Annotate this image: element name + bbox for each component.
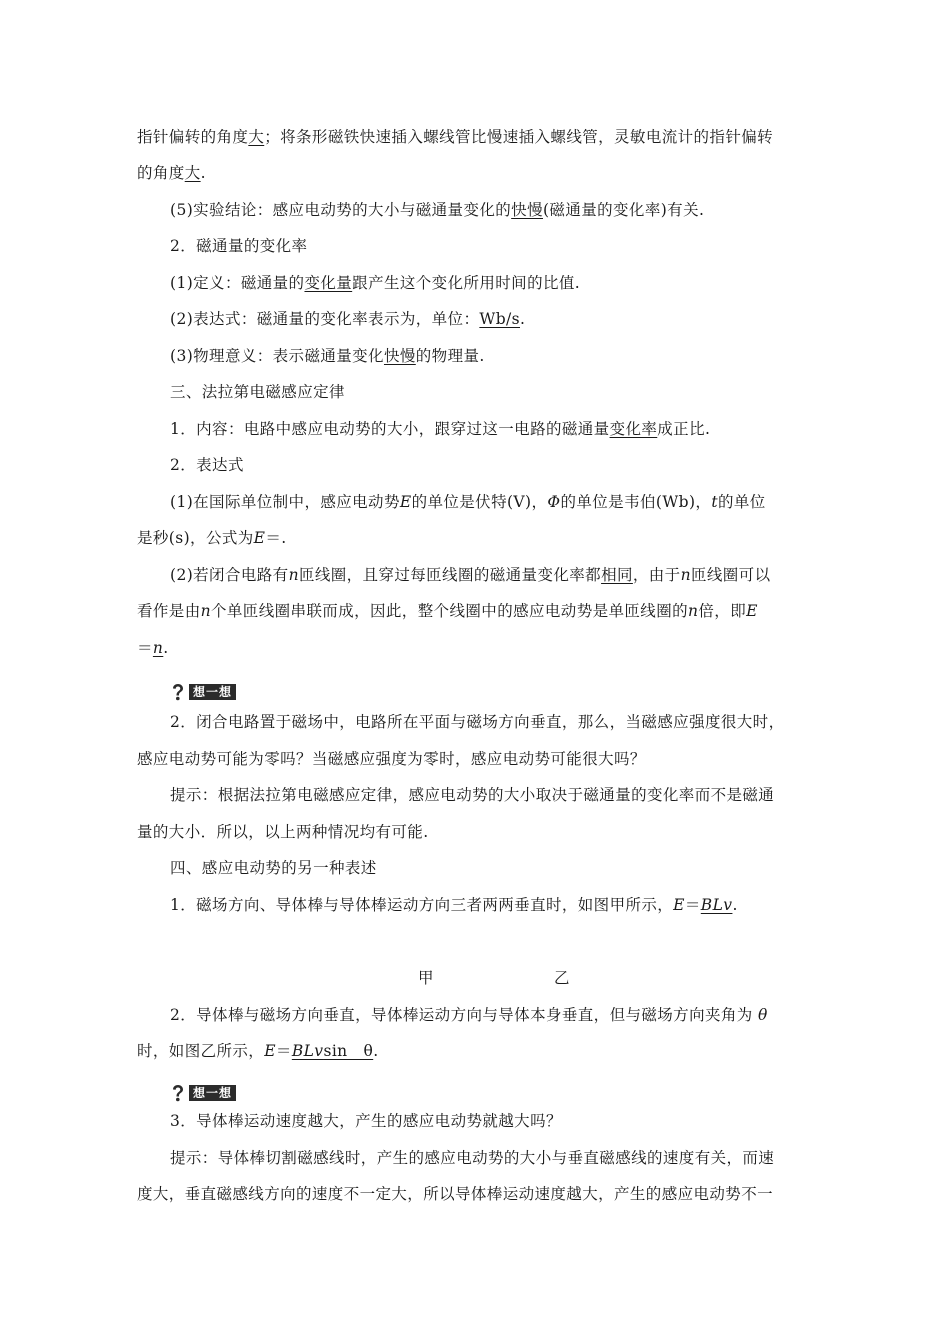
text-line: 提示：导体棒切割磁感线时，产生的感应电动势的大小与垂直磁感线的速度有关，而速 — [170, 1149, 775, 1167]
math-symbol: n — [200, 602, 211, 620]
text-line: 看作是由n个单匝线圈串联而成，因此，整个线圈中的感应电动势是单匝线圈的n倍，即E — [137, 602, 758, 620]
math-symbol: E — [399, 493, 412, 511]
think-badge — [170, 683, 236, 701]
text-line: 1．磁场方向、导体棒与导体棒运动方向三者两两垂直时，如图甲所示，E＝BLv. — [170, 896, 738, 914]
math-symbol: E — [673, 896, 685, 914]
text-line: 量的大小．所以，以上两种情况均有可能. — [137, 823, 429, 841]
underlined-answer: BLv — [700, 896, 733, 914]
text-line: 2．导体棒与磁场方向垂直，导体棒运动方向与导体本身垂直，但与磁场方向夹角为 θ — [170, 1006, 768, 1024]
text-line: 感应电动势可能为零吗？当磁感应强度为零时，感应电动势可能很大吗？ — [137, 750, 646, 768]
text-line: 的角度大. — [137, 164, 206, 182]
text-line: 3．导体棒运动速度越大，产生的感应电动势就越大吗？ — [170, 1112, 562, 1130]
text-line: (2)若闭合电路有n匝线圈，且穿过每匝线圈的磁通量变化率都相同，由于n匝线圈可以 — [170, 566, 771, 584]
text-line: 指针偏转的角度大；将条形磁铁快速插入螺线管比慢速插入螺线管，灵敏电流计的指针偏转 — [137, 128, 774, 146]
section-heading: 三、法拉第电磁感应定律 — [170, 383, 345, 401]
underlined-answer: 快慢 — [383, 347, 416, 365]
math-symbol: n — [688, 602, 699, 620]
math-symbol: E — [746, 602, 758, 620]
text-line: 2．磁通量的变化率 — [170, 237, 308, 255]
text-line: 2．闭合电路置于磁场中，电路所在平面与磁场方向垂直，那么，当磁感应强度很大时， — [170, 713, 785, 731]
underlined-answer: BLv — [291, 1042, 324, 1060]
underlined-answer: 快慢 — [511, 201, 543, 219]
underlined-answer: n — [152, 639, 164, 657]
underlined-answer: 相同 — [601, 566, 633, 584]
underlined-answer: Wb/s — [479, 310, 520, 328]
text-line: ＝n. — [137, 639, 169, 657]
think-label: 想一想 — [189, 684, 236, 700]
underlined-answer: 大 — [184, 164, 201, 182]
think-badge — [170, 1084, 236, 1102]
figure-label-yi: 乙 — [554, 969, 570, 987]
math-symbol: n — [680, 566, 691, 584]
text-line: 是秒(s)，公式为E＝. — [137, 529, 287, 547]
question-mark-icon — [170, 683, 186, 701]
text-line: (5)实验结论：感应电动势的大小与磁通量变化的快慢(磁通量的变化率)有关. — [170, 201, 705, 219]
text-line: 时，如图乙所示，E＝BLvsin θ. — [137, 1042, 379, 1060]
text-line: 提示：根据法拉第电磁感应定律，感应电动势的大小取决于磁通量的变化率而不是磁通 — [170, 786, 775, 804]
question-mark-icon — [170, 1084, 186, 1102]
text-line: 1．内容：电路中感应电动势的大小，跟穿过这一电路的磁通量变化率成正比. — [170, 420, 711, 438]
math-symbol: t — [711, 493, 718, 511]
math-symbol: E — [253, 529, 266, 547]
math-symbol: E — [264, 1042, 276, 1060]
underlined-answer: 变化率 — [609, 420, 658, 438]
text-line: (2)表达式：磁通量的变化率表示为，单位：Wb/s. — [170, 310, 526, 328]
math-symbol: θ — [758, 1006, 768, 1024]
underlined-answer: 变化量 — [304, 274, 353, 292]
underlined-answer: 大 — [248, 128, 265, 146]
text-line: (3)物理意义：表示磁通量变化快慢的物理量. — [170, 347, 485, 365]
section-heading: 四、感应电动势的另一种表述 — [170, 859, 377, 877]
figure-label-jia: 甲 — [418, 969, 434, 987]
math-symbol: Φ — [547, 493, 561, 511]
text-line: (1)定义：磁通量的变化量跟产生这个变化所用时间的比值. — [170, 274, 581, 292]
text-line: 度大，垂直磁感线方向的速度不一定大，所以导体棒运动速度越大，产生的感应电动势不一 — [137, 1185, 774, 1203]
text-line: (1)在国际单位制中，感应电动势E的单位是伏特(V)，Φ的单位是韦伯(Wb)，t的单位 — [170, 493, 766, 511]
text-line: 2．表达式 — [170, 456, 244, 474]
math-symbol: n — [288, 566, 299, 584]
underlined-answer: sin θ — [323, 1042, 374, 1060]
think-label: 想一想 — [189, 1085, 236, 1101]
